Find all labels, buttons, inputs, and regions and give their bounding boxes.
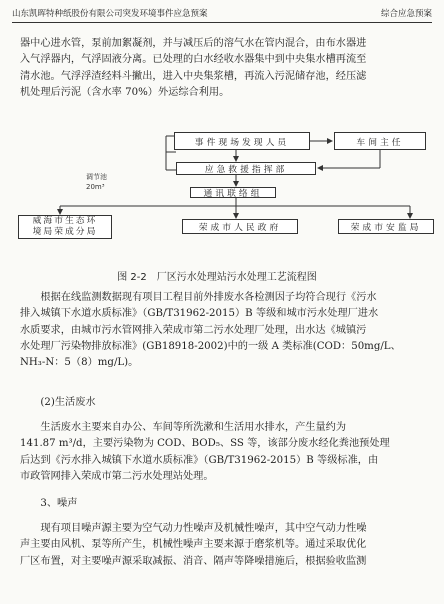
note-line1: 调节池 [86,173,107,181]
header-rule [12,22,432,23]
noise-paragraph [20,521,428,570]
section-heading-text: 3、噪声 [40,498,78,509]
text-line: 后达到《污水排入城镇下水道水质标准》（GB/T31962-2015）B 等级标准，由 [20,454,379,466]
text-line: 厂区布置，对主要噪声源采取减振、消音、隔声等降噪措施后，根据验收监测 [20,555,367,567]
text-line: 排入城镇下水道水质标准》（GB/T31962-2015）B 等级和城市污水处理厂进水 [20,308,379,320]
box-env-line2: 境局荣成分局 [32,227,98,237]
box-communication-group: 通讯联络组 [190,187,276,198]
text-line: 水质要求，由城市污水管网排入荣成市第二污水处理厂处理，出水达《城镇污 [20,324,367,336]
domestic-paragraph [20,420,428,485]
figure-caption [0,268,444,283]
noise-heading [20,496,428,512]
text-line: 清水池。气浮浮渣经料斗撇出，进入中央集浆槽，再流入污泥储存池，经压滤 [20,70,367,82]
overlap-note [86,172,107,192]
text-line: 根据在线监测数据现有项目工程目前外排废水各检测因子均符合现行《污水 [40,292,377,303]
text-line: 入气浮器内，气浮固液分离。已处理的白水经收水器集中到中央集水槽再流至 [20,54,367,66]
text-line: 器中心进水管，泵前加絮凝剂，并与减压后的溶气水在管内混合，由布水器进 [20,38,367,49]
text-line: 141.87 m³/d，主要污染物为 COD、BOD₅、SS 等，该部分废水经化粪池预处理 [20,438,390,450]
text-line: 生活废水主要来自办公、车间等所洗漱和生活用水排水，产生量约为 [40,422,347,433]
text-line: 声主要由风机、泵等所产生，机械性噪声主要来源于磨浆机等。通过采取优化 [20,539,367,551]
text-line: NH₃-N：5（8）mg/L)。 [20,357,139,369]
header-company: 山东凯晖特种纸股份有限公司突发环境事件应急预案 [12,9,208,19]
text-line: 机处理后污泥（含水率 70%）外运综合利用。 [20,86,230,98]
box-workshop-director: 车间主任 [334,132,426,150]
caption-title: 厂区污水处理站污水处理工艺流程图 [156,272,317,283]
note-line2: 20m³ [86,183,105,191]
caption-number: 图 2-2 [117,272,147,283]
box-event-discoverer: 事件现场发现人员 [174,132,310,150]
intro-paragraph [20,36,428,101]
monitoring-paragraph [20,290,428,371]
text-line: 水处理厂污染物排放标准》(GB18918-2002)中的一级 A 类标准(COD：50mg/L、 [20,340,401,352]
header-section: 综合应急预案 [380,9,432,19]
box-safety-bureau: 荣成市安监局 [338,219,434,234]
domestic-heading [20,395,428,411]
text-line: 市政管网排入荣成市第二污水处理站处理。 [20,470,214,482]
page-header [12,7,432,21]
box-city-government: 荣成市人民政府 [182,219,298,234]
box-env-line1: 威海市生态环 [32,216,98,226]
text-line: 现有项目噪声源主要为空气动力性噪声及机械性噪声，其中空气动力性噪 [40,523,367,534]
sub-heading-text: (2)生活废水 [40,397,96,408]
box-environment-bureau [18,215,112,239]
box-emergency-command: 应急救援指挥部 [176,162,316,175]
